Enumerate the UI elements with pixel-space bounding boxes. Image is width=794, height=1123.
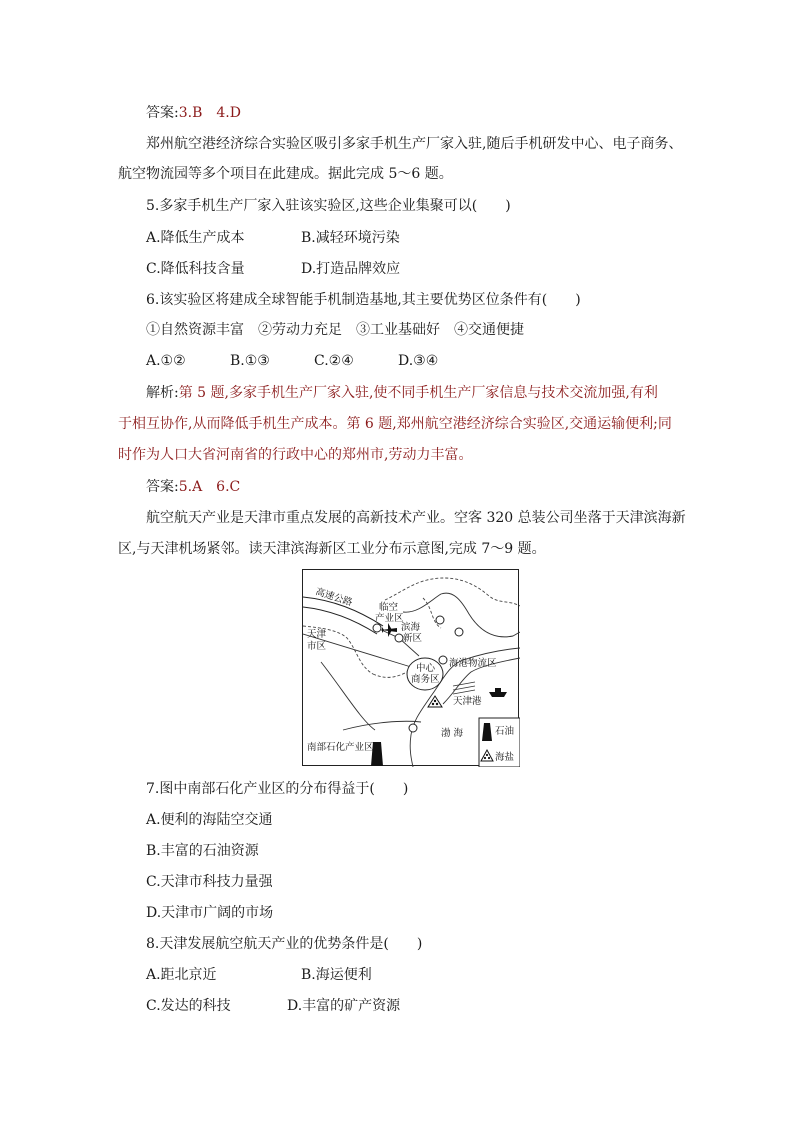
q6-option-d: D.③④ [398,353,439,369]
q6-option-a: A.①② [146,353,186,369]
label-binhai-2: 新区 [403,633,423,644]
binhai-industry-map [302,569,519,766]
label-bohai: 渤 海 [441,728,464,739]
airplane-icon [381,623,397,637]
analysis-5-6-line1 [146,384,658,402]
question-6-stem: 6.该实验区将建成全球智能手机制造基地,其主要优势区位条件有( ) [146,292,581,308]
node-north [436,616,444,624]
q6-option-b: B.①③ [230,353,270,369]
answer-label: 答案: [146,479,179,495]
q5-option-d: D.打造品牌效应 [301,261,401,277]
label-legend-salt: 海盐 [495,752,515,763]
label-cbd-1: 中心 [416,663,436,674]
analysis-label: 解析: [146,385,179,401]
label-highway: 高速公路 [314,586,354,609]
label-tianjin-1: 天津 [307,629,327,640]
node-east [455,628,463,636]
intro-7-9-line1: 航空航天产业是天津市重点发展的高新技术产业。空客 320 总装公司坐落于天津滨海新 [146,510,686,526]
ship-icon [489,688,507,697]
answer-label: 答案: [146,105,179,121]
q5-option-b: B.减轻环境污染 [301,230,400,246]
analysis-text-1: 第 5 题,多家手机生产厂家入驻,使不同手机生产厂家信息与技术交流加强,有利 [178,385,658,401]
question-5-stem: 5.多家手机生产厂家入驻该实验区,这些企业集聚可以( ) [146,198,511,214]
question-7-stem: 7.图中南部石化产业区的分布得益于( ) [146,781,409,797]
q5-option-a: A.降低生产成本 [146,230,245,246]
q7-option-a: A.便利的海陆空交通 [146,812,273,828]
analysis-5-6-line3: 时作为人口大省河南省的行政中心的郑州市,劳动力丰富。 [118,447,473,463]
q7-option-c: C.天津市科技力量强 [146,874,273,890]
intro-7-9-line2: 区,与天津机场紧邻。读天津滨海新区工业分布示意图,完成 7～9 题。 [118,541,546,557]
label-aviation-2: 产业区 [375,613,404,624]
label-aviation-1: 临空 [379,602,399,613]
label-tianjin-2: 市区 [307,641,327,652]
q6-conditions: ①自然资源丰富 ②劳动力充足 ③工业基础好 ④交通便捷 [146,322,524,338]
boundary-north [385,578,520,606]
answer-value: 3.B 4.D [178,105,241,121]
label-tianjin-port: 天津港 [453,696,482,707]
map-drawing [303,570,520,767]
road-south [321,662,375,730]
q8-option-d: D.丰富的矿产资源 [287,998,401,1014]
q8-option-b: B.海运便利 [301,967,372,983]
q5-option-c: C.降低科技含量 [146,261,245,277]
intro-5-6-line1: 郑州航空港经济综合实验区吸引多家手机生产厂家入驻,随后手机研发中心、电子商务、 [146,136,683,152]
q8-option-a: A.距北京近 [146,967,217,983]
node-south [409,724,417,732]
q8-option-c: C.发达的科技 [146,998,231,1014]
label-cbd-2: 商务区 [411,674,440,685]
q6-option-c: C.②④ [314,353,354,369]
label-binhai-1: 滨海 [401,622,421,633]
label-legend-oil: 石油 [495,726,515,737]
node-aviation-zone [373,624,381,632]
question-8-stem: 8.天津发展航空航天产业的优势条件是( ) [146,936,423,952]
answer-value: 5.A 6.C [178,479,241,495]
answer-5-6 [146,478,240,496]
analysis-5-6-line2: 于相互协作,从而降低手机生产成本。第 6 题,郑州航空港经济综合实验区,交通运输便利;同 [118,416,672,432]
intro-5-6-line2: 航空物流园等多个项目在此建成。据此完成 5～6 题。 [118,166,453,182]
q7-option-d: D.天津市广阔的市场 [146,905,274,921]
answer-3-4 [146,104,241,122]
node-binhai [395,634,403,642]
q7-option-b: B.丰富的石油资源 [146,843,259,859]
label-port-logistics: 海港物流区 [449,658,497,669]
node-port-logistics [439,656,447,664]
label-south-petro: 南部石化产业区 [307,742,374,753]
